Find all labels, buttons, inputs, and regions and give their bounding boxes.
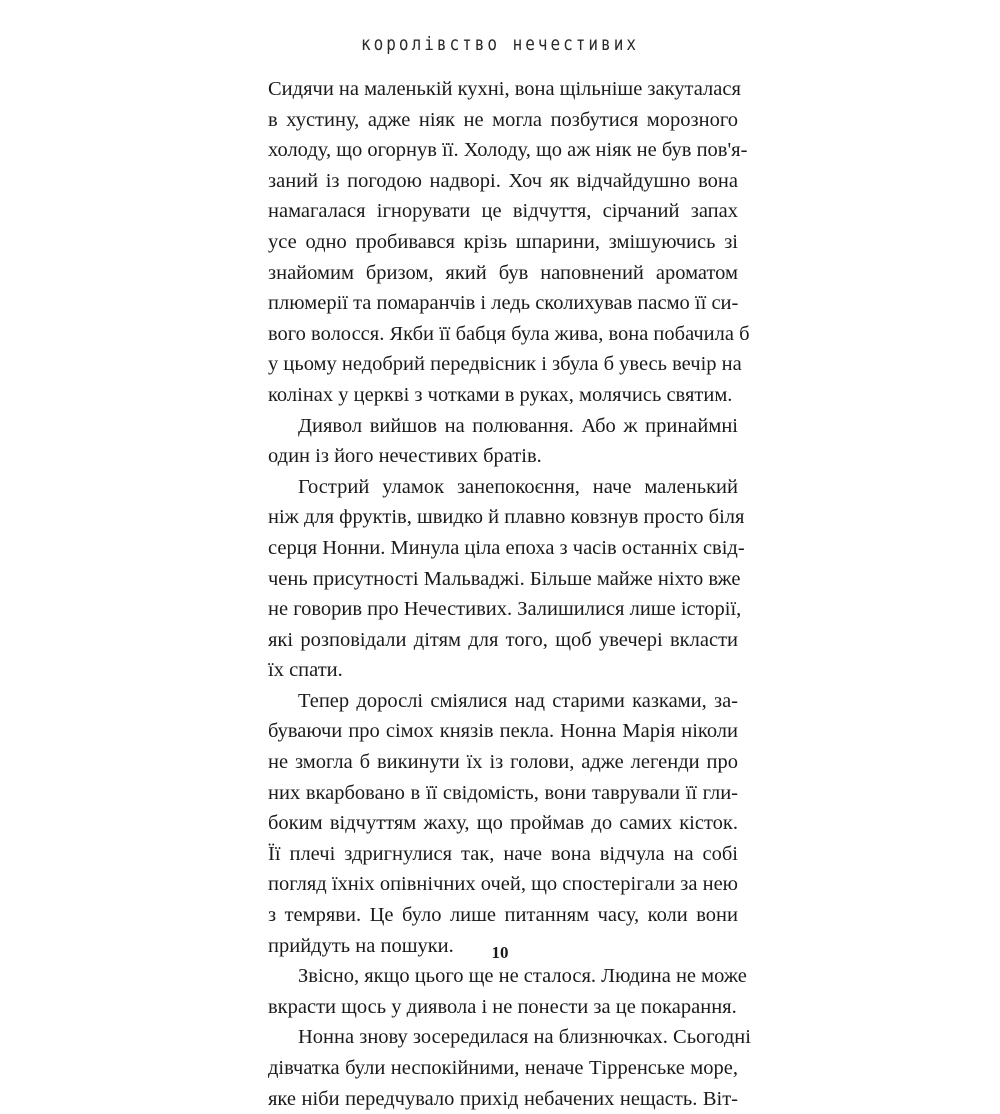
paragraph: [268, 472, 745, 686]
text-line: яке ніби передчувало прихід небачених нещасть. Віт-: [268, 1087, 738, 1110]
text-line: плюмерії та помаранчів і ледь сколихував пасмо її си-: [268, 292, 739, 315]
text-line: колінах у церкві з чотками в руках, молячись святим.: [268, 383, 733, 406]
text-line: з темряви. Це було лише питанням часу, коли вони: [268, 904, 738, 927]
text-line: чень присутності Мальваджі. Більше майже ніхто вже: [268, 567, 741, 590]
text-line: вого волосся. Якби її бабця була жива, вона побачила б: [268, 322, 750, 345]
paragraph: [268, 74, 750, 411]
paragraph: [268, 686, 738, 961]
paragraph: [268, 961, 747, 1022]
text-line: них вкарбовано в її свідомість, вони таврували її гли-: [268, 781, 738, 804]
text-line: Диявол вийшов на полювання. Або ж принаймні: [298, 414, 738, 437]
text-line: один із його нечестивих братів.: [268, 445, 542, 468]
text-line: прийдуть на пошуки.: [268, 934, 454, 957]
paragraph: [268, 1022, 751, 1114]
text-line: погляд їхніх опівнічних очей, що спостерігали за нею: [268, 873, 738, 896]
text-line: боким відчуттям жаху, що проймав до самих кісток.: [268, 812, 738, 835]
text-line: Сидячи на маленькій кухні, вона щільніше закуталася: [268, 78, 741, 100]
page-number: 10: [491, 943, 509, 962]
text-line: вкрасти щось у диявола і не понести за це покарання.: [268, 995, 737, 1018]
text-line: Гострий уламок занепокоєння, наче маленький: [298, 475, 738, 498]
text-line: Нонна знову зосередилася на близнючках. Сьогодні: [298, 1026, 751, 1049]
text-line: Її плечі здригнулися так, наче вона відчула на собі: [268, 842, 738, 865]
text-line: в хустину, адже ніяк не могла позбутися морозного: [268, 108, 738, 131]
text-line: не говорив про Нечестивих. Залишилися лише історії,: [268, 598, 742, 621]
text-line: заний із погодою надворі. Хоч як відчайдушно вона: [268, 169, 738, 192]
text-line: усе одно пробивався крізь шпарини, змішуючись зі: [268, 230, 738, 253]
running-head: королівство нечестивих: [361, 32, 639, 55]
text-line: ніж для фруктів, швидко й плавно ковзнув просто біля: [268, 506, 745, 529]
text-line: їх спати.: [268, 659, 343, 682]
text-line: у цьому недобрий передвісник і збула б увесь вечір на: [268, 353, 742, 376]
text-line: намагалася ігнорувати це відчуття, сірчаний запах: [268, 200, 738, 223]
text-line: Тепер дорослі сміялися над старими казками, за-: [298, 689, 738, 712]
text-line: серця Нонни. Минула ціла епоха з часів останніх свід-: [268, 536, 745, 559]
text-line: не змогла б викинути їх із голови, адже легенди про: [268, 751, 738, 774]
text-line: дівчатка були неспокійними, неначе Тірренське море,: [268, 1057, 738, 1079]
text-line: які розповідали дітям для того, щоб увечері вкласти: [268, 628, 738, 651]
text-line: знайомим бризом, який був наповнений ароматом: [268, 261, 738, 284]
text-line: Звісно, якщо цього ще не сталося. Людина не може: [298, 965, 747, 988]
paragraph: [268, 411, 738, 472]
text-line: холоду, що огорнув її. Холоду, що аж ніяк не був пов'я-: [268, 139, 748, 162]
text-line: буваючи про сімох князів пекла. Нонна Марія ніколи: [268, 720, 738, 743]
